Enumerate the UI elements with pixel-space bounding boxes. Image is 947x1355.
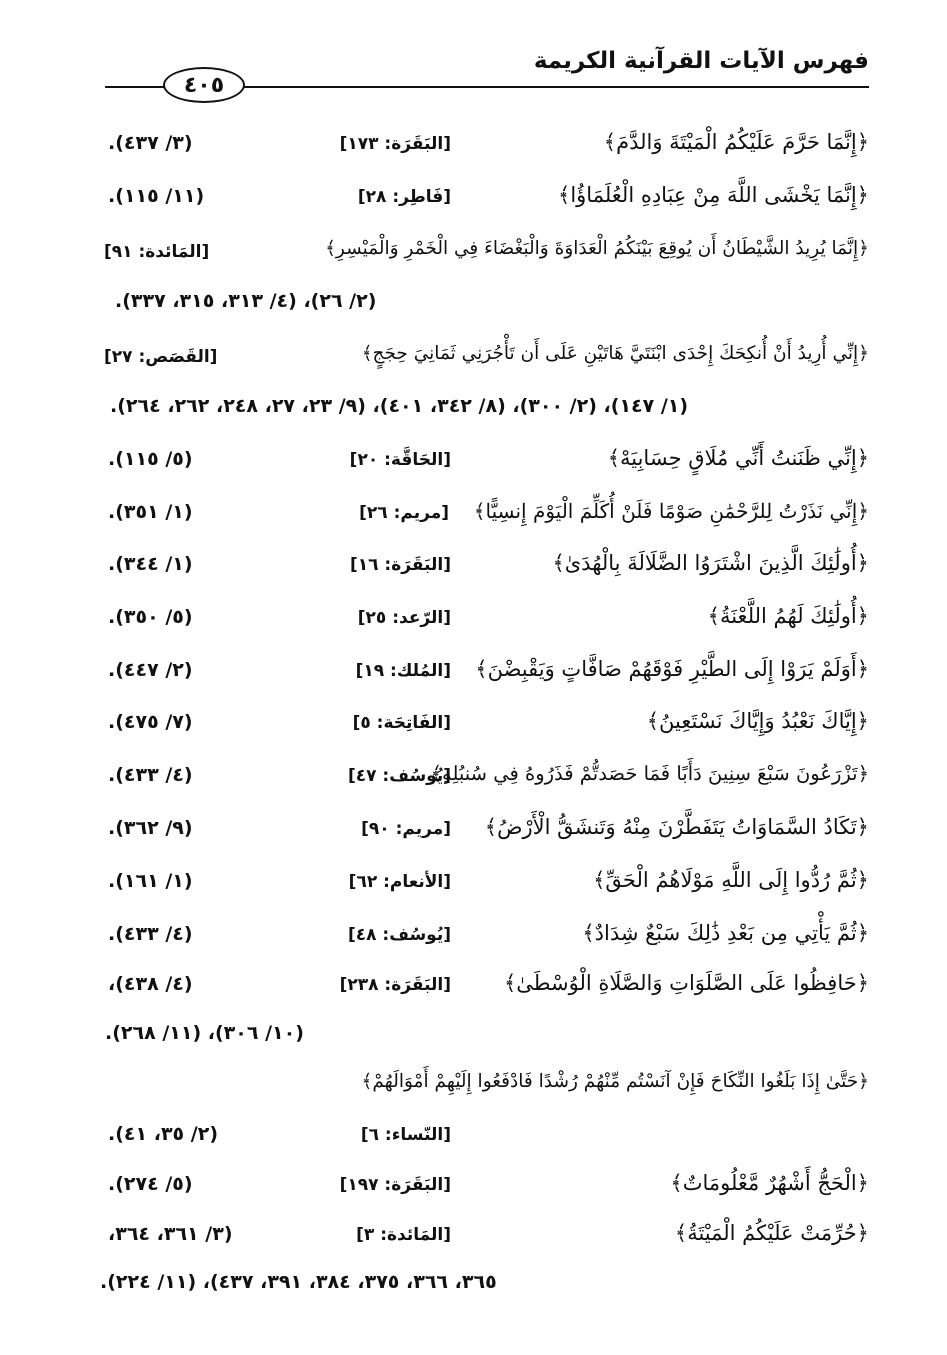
page-references: (٢/ ٢٦)، (٤/ ٣١٣، ٣١٥، ٣٣٧). bbox=[115, 290, 377, 312]
surah-reference: [الحَاقَّة: ٢٠] bbox=[349, 450, 451, 470]
verse-text: ﴿أَوَلَمْ يَرَوْا إِلَى الطَّيْرِ فَوْقَهُمْ صَافَّاتٍ وَيَقْبِضْنَ﴾ bbox=[475, 657, 869, 681]
surah-reference: [فَاطِر: ٢٨] bbox=[357, 187, 451, 207]
page-references: (١/ ٣٥١). bbox=[108, 501, 193, 523]
surah-reference: [المُلك: ١٩] bbox=[355, 661, 451, 681]
page-references: (٩/ ٣٦٢). bbox=[108, 817, 193, 839]
surah-reference: [البَقَرَة: ١٧٣] bbox=[339, 134, 451, 154]
surah-reference: [القَصَص: ٢٧] bbox=[104, 347, 218, 367]
index-entry bbox=[100, 343, 869, 383]
page-header-title: فهرس الآيات القرآنية الكريمة bbox=[533, 48, 869, 74]
verse-text: ﴿حُرِّمَتْ عَلَيْكُمُ الْمَيْتَةُ﴾ bbox=[674, 1221, 869, 1245]
verse-text: ﴿الْحَجُّ أَشْهُرٌ مَّعْلُومَاتٌ﴾ bbox=[670, 1171, 869, 1195]
verse-text: ﴿تَكَادُ السَّمَاوَاتُ يَتَفَطَّرْنَ مِنْهُ وَتَنشَقُّ الْأَرْضُ﴾ bbox=[484, 815, 869, 839]
page-references: (١٠/ ٣٠٦)، (١١/ ٢٦٨). bbox=[105, 1022, 304, 1044]
verse-text: ﴿إِيَّاكَ نَعْبُدُ وَإِيَّاكَ نَسْتَعِينُ﴾ bbox=[646, 709, 869, 733]
index-entry bbox=[100, 499, 869, 539]
verse-text: ﴿ثُمَّ يَأْتِي مِن بَعْدِ ذَٰلِكَ سَبْعٌ شِدَادٌ﴾ bbox=[582, 921, 869, 945]
index-entry bbox=[100, 604, 869, 644]
verse-text: ﴿حَتَّىٰ إِذَا بَلَغُوا النِّكَاحَ فَإِنْ آنَسْتُم مِّنْهُمْ رُشْدًا فَادْفَعُوا إِلَيْهِمْ أَمْوَالَهُمْ﴾ bbox=[361, 1071, 869, 1092]
verse-text: ﴿إِنَّمَا حَرَّمَ عَلَيْكُمُ الْمَيْتَةَ وَالدَّمَ﴾ bbox=[603, 130, 869, 154]
index-entry bbox=[100, 446, 869, 486]
verse-text: ﴿إِنَّمَا يَخْشَى اللَّهَ مِنْ عِبَادِهِ الْعُلَمَاؤُا﴾ bbox=[558, 183, 869, 207]
page-references: (١/ ١٤٧)، (٢/ ٣٠٠)، (٨/ ٣٤٢، ٤٠١)، (٩/ ٢٣، ٢٧، ٢٤٨، ٢٦٢، ٢٦٤). bbox=[110, 395, 689, 417]
verse-text: ﴿إِنِّي أُرِيدُ أَنْ أُنكِحَكَ إِحْدَى ابْنَتَيَّ هَاتَيْنِ عَلَى أَن تَأْجُرَنِي ثَمَانِيَ حِجَجٍ﴾ bbox=[361, 343, 869, 364]
surah-reference: [الفَاتِحَة: ٥] bbox=[352, 713, 451, 733]
verse-text: ﴿تَزْرَعُونَ سَبْعَ سِنِينَ دَأَبًا فَمَا حَصَدتُّمْ فَذَرُوهُ فِي سُنبُلِهِ﴾ bbox=[430, 762, 869, 785]
verse-text: ﴿حَافِظُوا عَلَى الصَّلَوَاتِ وَالصَّلَاةِ الْوُسْطَىٰ﴾ bbox=[504, 971, 869, 995]
page-references: (٣/ ٤٣٧). bbox=[108, 132, 193, 154]
index-entry bbox=[100, 130, 869, 170]
surah-reference: [مريم: ٩٠] bbox=[361, 819, 451, 839]
page-references: (٧/ ٤٧٥). bbox=[108, 711, 193, 733]
page-references: (٢/ ٣٥، ٤١). bbox=[108, 1123, 219, 1145]
surah-reference: [المَائدة: ٩١] bbox=[104, 242, 210, 262]
index-entry bbox=[100, 657, 869, 697]
page-references: (٥/ ٢٧٤). bbox=[108, 1173, 193, 1195]
page-references: (١/ ٣٤٤). bbox=[108, 553, 193, 575]
surah-reference: [البَقَرَة: ٢٣٨] bbox=[339, 975, 451, 995]
index-entry bbox=[100, 815, 869, 855]
index-entry bbox=[100, 1071, 869, 1111]
page-number: ٤٠٥ bbox=[163, 67, 245, 103]
page-references: (١/ ١٦١). bbox=[108, 870, 193, 892]
index-entry bbox=[100, 868, 869, 908]
index-entry bbox=[100, 1221, 869, 1261]
index-entry bbox=[100, 183, 869, 223]
index-entry bbox=[100, 921, 869, 961]
index-entry bbox=[100, 551, 869, 591]
page-references: (١١/ ١١٥). bbox=[108, 185, 205, 207]
surah-reference: [البَقَرَة: ١٩٧] bbox=[339, 1175, 451, 1195]
index-entry bbox=[100, 971, 869, 1011]
page-references: (٥/ ١١٥). bbox=[108, 448, 193, 470]
page-references: (٤/ ٤٣٣). bbox=[108, 764, 193, 786]
surah-reference: [الأنعام: ٦٢] bbox=[348, 872, 451, 892]
verse-text: ﴿إِنَّمَا يُرِيدُ الشَّيْطَانُ أَن يُوقِعَ بَيْنَكُمُ الْعَدَاوَةَ وَالْبَغْضَاءَ فِي الْخَمْرِ وَالْمَيْسِرِ﴾ bbox=[325, 238, 869, 259]
verse-text: ﴿أُولَٰئِكَ لَهُمُ اللَّعْنَةُ﴾ bbox=[707, 604, 869, 628]
verse-text: ﴿إِنِّي ظَنَنتُ أَنِّي مُلَاقٍ حِسَابِيَهْ﴾ bbox=[607, 446, 869, 470]
page-references: ٣٦٥، ٣٦٦، ٣٧٥، ٣٨٤، ٣٩١، ٤٣٧)، (١١/ ٢٢٤). bbox=[100, 1271, 497, 1293]
page-references: (٢/ ٤٤٧). bbox=[108, 659, 193, 681]
index-entry-refs bbox=[100, 1121, 869, 1161]
surah-reference: [يُوسُف: ٤٨] bbox=[347, 925, 451, 945]
surah-reference: [مريم: ٢٦] bbox=[359, 503, 449, 523]
surah-reference: [البَقَرَة: ١٦] bbox=[349, 555, 451, 575]
index-entry bbox=[100, 709, 869, 749]
verse-text: ﴿ثُمَّ رُدُّوا إِلَى اللَّهِ مَوْلَاهُمُ الْحَقِّ﴾ bbox=[593, 868, 869, 892]
page-references: (٤/ ٤٣٣). bbox=[108, 923, 193, 945]
verse-text: ﴿إِنِّي نَذَرْتُ لِلرَّحْمَٰنِ صَوْمًا فَلَنْ أُكَلِّمَ الْيَوْمَ إِنسِيًّا﴾ bbox=[473, 499, 869, 523]
page-references: (٣/ ٣٦١، ٣٦٤، bbox=[108, 1223, 233, 1245]
page-references: (٥/ ٣٥٠). bbox=[108, 606, 193, 628]
index-entry bbox=[100, 762, 869, 802]
page-references: (٤/ ٤٣٨)، bbox=[108, 973, 193, 995]
surah-reference: [المَائدة: ٣] bbox=[356, 1225, 451, 1245]
surah-reference: [الرّعد: ٢٥] bbox=[357, 608, 451, 628]
verse-text: ﴿أُولَٰئِكَ الَّذِينَ اشْتَرَوُا الضَّلَالَةَ بِالْهُدَىٰ﴾ bbox=[552, 551, 869, 575]
surah-reference: [النّساء: ٦] bbox=[360, 1125, 451, 1145]
index-entry bbox=[100, 238, 869, 278]
surah-reference: [يُوسُف: ٤٧] bbox=[347, 766, 451, 786]
index-entry bbox=[100, 1171, 869, 1211]
